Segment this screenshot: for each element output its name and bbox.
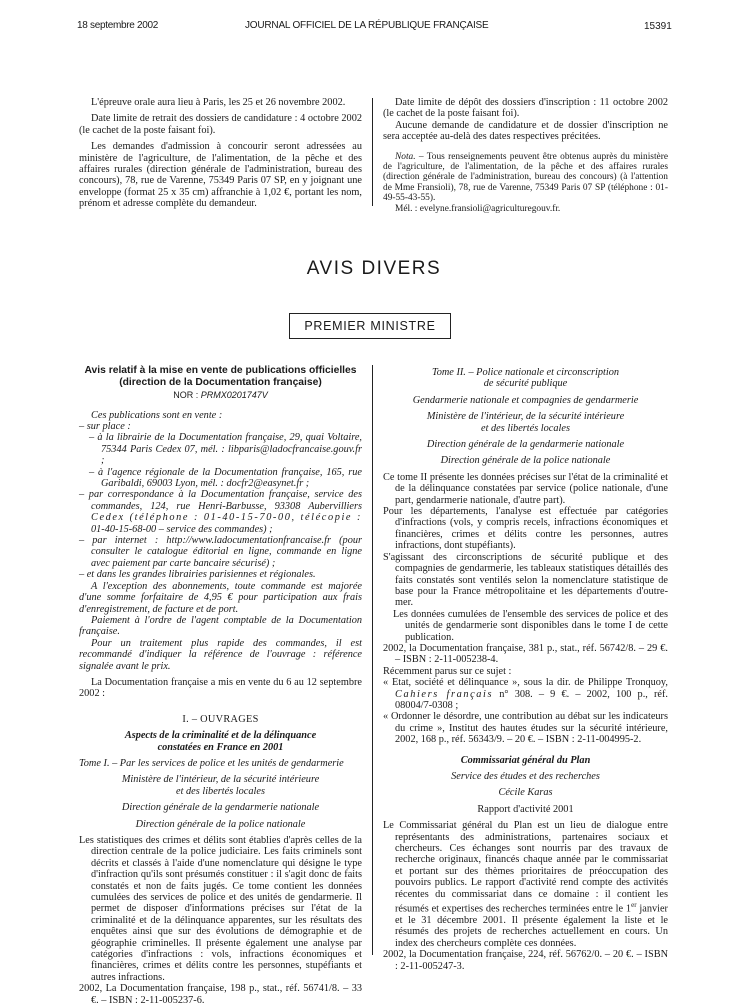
section-title: AVIS DIVERS [306, 258, 442, 279]
tome1-reference: 2002, La Documentation française, 198 p., stat., réf. 56741/8. – 33 €. – ISBN : 2-11-005237-6. [79, 983, 362, 1006]
ministry-line2: et des libertés locales [481, 422, 570, 434]
related-reference [383, 677, 668, 711]
nota-paragraph [383, 152, 668, 204]
book-title-line2: constatées en France en 2001 [157, 741, 284, 753]
tome1-description: Les statistiques des crimes et délits sont établies d'après celles de la direction centrale de la police judiciaire. Les faits criminels sont décrits et classés à l'aide d'une nomenclature qui désigne le type d'infraction qu'ils sont présumés constituer : il s'agit donc de faits constatés et non de faits jugés. Ce tome contient les données cumulées des services de police et des unités de gendarmerie. Il permet de disposer d'informations précises sur l'état de la criminalité et de la délinquance apparentes, sur les résultats des enquêtes ainsi que sur des évolutions de démographie et de géographie criminelles. Il présente également une analyse par catégories d'infractions : vols, infractions économiques et financières, crimes et délits contre les personnes, stupéfiants et autres infractions. [79, 835, 362, 983]
ministry-box: PREMIER MINISTRE [289, 313, 451, 339]
paragraph: Les données cumulées de l'ensemble des services de police et des unités de gendarmerie sont disponibles dans le tome I de cette publication. [393, 608, 668, 643]
ouvrages-heading: I. – OUVRAGES [182, 713, 259, 725]
intro: Ces publications sont en vente : [91, 409, 223, 421]
journal-title: JOURNAL OFFICIEL DE LA RÉPUBLIQUE FRANÇAISE [245, 20, 489, 31]
text-span: « Etat, société et délinquance », sous la dir. de Philippe Tronquoy, [383, 677, 668, 689]
paragraph: Pour un traitement plus rapide des commandes, il est recommandé d'indiquer la référence de l'ouvrage : référence signalée avant le prix. [79, 637, 362, 672]
journal-name: Cahiers français [395, 688, 494, 700]
tome1-title: Tome I. – Par les services de police et les unités de gendarmerie [79, 757, 344, 769]
plan-reference: 2002, la Documentation française, 224, réf. 56762/0. – 20 €. – ISBN : 2-11-005247-3. [383, 949, 668, 972]
text-span: janvier et le 31 décembre 2001. Il présente également la liste et le résumés des projets de recherches actuellement en cours. Un index des chercheurs complète ces données. [395, 903, 668, 949]
book-title-line1: Aspects de la criminalité et de la délinquance [124, 730, 317, 742]
nor-label: NOR : [173, 390, 201, 401]
tome2-title-line1: Tome II. – Police nationale et circonscription [431, 367, 620, 378]
dggn: Direction générale de la gendarmerie nationale [121, 802, 320, 814]
nor-code: PRMX0201747V [200, 390, 268, 401]
paragraph: Paiement à l'ordre de l'agent comptable de la Documentation française. [79, 614, 362, 638]
avis-title-line2: (direction de la Documentation française) [119, 376, 322, 388]
nor-reference [79, 390, 362, 401]
bottom-left-column [79, 365, 362, 1006]
tome2-reference: 2002, la Documentation française, 381 p., stat., réf. 56742/8. – 29 €. – ISBN : 2-11-005238-4. [383, 642, 668, 666]
plan-author: Cécile Karas [498, 787, 553, 799]
list-item: – à l'agence régionale de la Documentation française, 165, rue Garibaldi, 69003 Lyon, mél. : docfr2@easynet.fr ; [89, 466, 362, 490]
column-divider [372, 98, 373, 206]
column-divider [372, 365, 373, 955]
dgpn: Direction générale de la police nationale [135, 818, 306, 830]
gendarmerie-line: Gendarmerie nationale et compagnies de gendarmerie [412, 394, 639, 406]
plan-heading: Commissariat général du Plan [460, 754, 591, 766]
list-item: – à la librairie de la Documentation française, 29, quai Voltaire, 75344 Paris Cedex 07, mél. : libparis@ladocfrancaise.gouv.fr ; [89, 432, 362, 467]
paragraph: Ce tome II présente les données précises sur l'état de la criminalité et de la délinquance constatées par service (police nationale, d'une part, gendarmerie nationale, d'autre part). [383, 471, 668, 506]
text-span: – par correspondance à la Documentation française, service des commandes, 124, rue Henri-Barbusse, 93308 Aubervilliers [79, 489, 362, 512]
paragraph: L'épreuve orale aura lieu à Paris, les 25 et 26 novembre 2002. [91, 97, 346, 108]
recent-heading: Récemment parus sur ce sujet : [383, 665, 512, 677]
related-reference: « Ordonner le désordre, une contribution au débat sur les indicateurs du crime », Institut des hautes études sur la sécurité intérieure, 2002, 168 p., réf. 56343/9. – 20 €. – ISBN : 2-11-004995-2. [383, 711, 668, 746]
avis-title-line1: Avis relatif à la mise en vente de publications officielles [84, 365, 357, 376]
paragraph: Les demandes d'admission à concourir seront adressées au ministère de l'agriculture, de l'alimentation, de la pêche et des affaires rurales (direction générale de l'administration, bureau des concours), 78, rue de Varenne, 75349 Paris 07 SP, en y joignant une enveloppe (format 25 x 35 cm) affranchie à 1,02 €, portant les nom, prénom et adresse complète du demandeur. [79, 141, 362, 210]
top-left-column [79, 97, 362, 210]
nota-text: – Tous renseignements peuvent être obtenus auprès du ministère de l'agriculture, de l'alimentation, de la pêche et des affaires rurales (direction générale de l'administration, bureau des concours) (à l'attention de Mme Fransioli), 78, rue de Varenne, 75349 Paris 07 SP (téléphone : 01-49-55-43-55). [383, 151, 668, 204]
text-span: 01-40-15-68-00 – service des commandes) ; [91, 523, 273, 535]
tome2-title-line2: de sécurité publique [483, 378, 568, 390]
superscript: er [631, 901, 637, 910]
paragraph: Pour les départements, l'analyse est effectuée par catégories d'infractions (vols, y compris recels, infractions économiques et financières, crimes et délits contre les personnes, autres infractions, dont stupéfiants). [383, 506, 668, 552]
list-item: – par internet : http://www.ladocumentationfrancaise.fr (pour consulter le catalogue éditorial en ligne, commande en ligne avec paiement par carte bancaire sécurisé) ; [79, 535, 362, 569]
page-number: 15391 [644, 21, 672, 32]
list-item: – sur place : [79, 421, 131, 432]
dggn: Direction générale de la gendarmerie nationale [426, 439, 625, 451]
paragraph: Date limite de retrait des dossiers de candidature : 4 octobre 2002 (le cachet de la poste faisant foi). [79, 113, 362, 136]
nota-label: Nota. [395, 151, 416, 162]
ministry-line1: Ministère de l'intérieur, de la sécurité intérieure [426, 411, 625, 423]
ministry-line1: Ministère de l'intérieur, de la sécurité intérieure [121, 774, 320, 786]
paragraph: S'agissant des circonscriptions de sécurité publique et des compagnies de gendarmerie, les tableaux statistiques détaillés des faits constatés sont ventilés selon la nomenclature statistique de base pour la France métropolitaine et les départements d'outre-mer. [383, 551, 668, 609]
plan-service: Service des études et des recherches [451, 771, 600, 782]
ministry-line2: et des libertés locales [176, 785, 265, 797]
issue-date: 18 septembre 2002 [77, 20, 159, 31]
paragraph: Date limite de dépôt des dossiers d'inscription : 11 octobre 2002 (le cachet de la poste faisant foi). [383, 97, 668, 120]
list-item [79, 489, 362, 535]
plan-title: Rapport d'activité 2001 [477, 803, 574, 815]
text-span: n° 308. – 9 €. – 2002, 100 p., réf. 08004/7-0308 ; [395, 688, 669, 711]
top-right-column [383, 97, 668, 214]
text-span: Cedex (téléphone : 01-40-15-70-00, télécopie : [91, 512, 362, 524]
paragraph: Aucune demande de candidature et de dossier d'inscription ne sera acceptée au-delà des dates respectives précitées. [383, 119, 668, 143]
plan-description [383, 820, 668, 949]
paragraph: A l'exception des abonnements, toute commande est majorée d'une somme forfaitaire de 4,95 € pour participation aux frais d'enregistrement, de facture et de port. [79, 580, 362, 615]
email-line: Mél. : evelyne.fransioli@agriculturegouv.fr. [395, 203, 561, 214]
bottom-right-column [383, 367, 668, 972]
dgpn: Direction générale de la police nationale [440, 455, 611, 467]
list-item: – et dans les grandes librairies parisiennes et régionales. [79, 569, 316, 581]
paragraph: La Documentation française a mis en vente du 6 au 12 septembre 2002 : [79, 676, 362, 700]
page-header [0, 20, 748, 34]
text-span: Le Commissariat général du Plan est un lieu de dialogue entre représentants des administrations, partenaires sociaux et chercheurs. Ces échanges sont nourris par des travaux de recherche originaux, financés chaque année par le commissariat et portant sur des thèmes prioritaires de préoccupation des pouvoirs publics. Le rapport d'activité rend compte des activités récentes du commissariat dans ce domaine : il contient les résumés et expertises des recherches terminées entre le 1 [383, 820, 668, 915]
